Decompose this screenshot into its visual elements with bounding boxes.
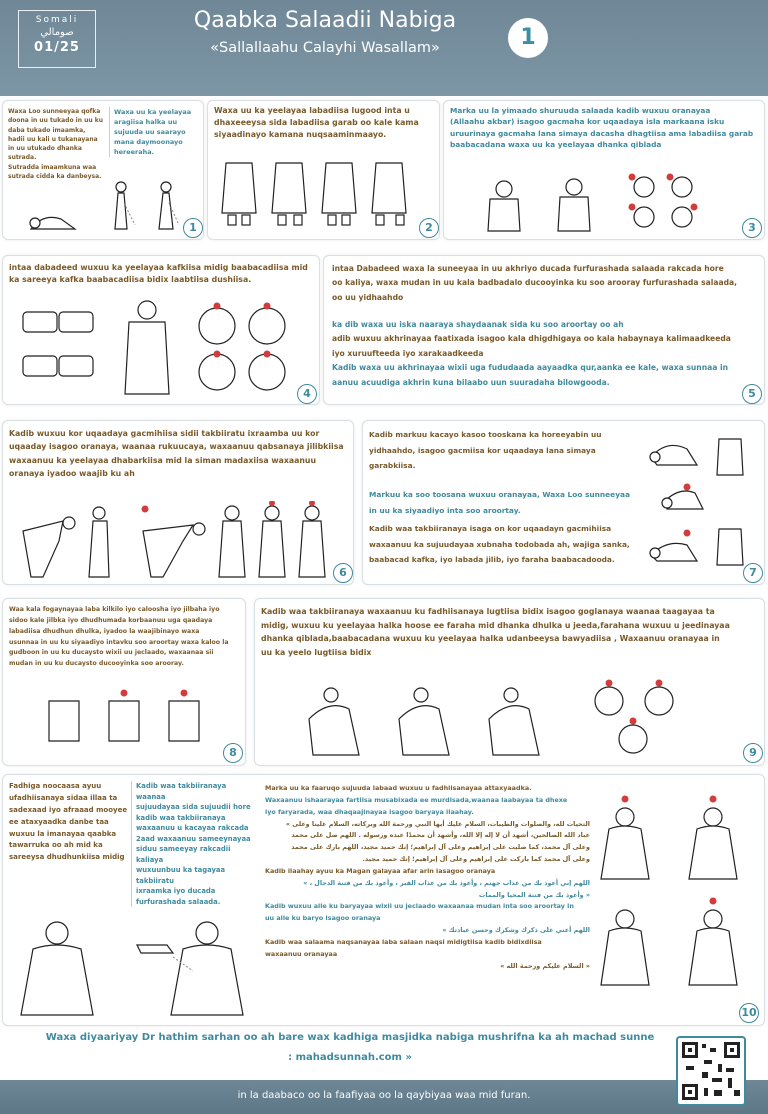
arabic-salam: « السلام عليكم ورحمة الله » (500, 961, 590, 970)
page-counter: 01/25 (34, 40, 80, 55)
step-panel-10 (2, 774, 765, 1026)
step-10-number: 10 (739, 1003, 759, 1023)
step-6-illustration (13, 501, 343, 581)
step-5-number: 5 (742, 384, 762, 404)
step-panel-4 (2, 255, 320, 405)
step-3-text: Marka uu la yimaado shuruuda salaada kadib wuxuu oranayaa (Allaahu akbar) isagoo gacmaha kor uqaadaya isla markaana isku uruurinaya gacmaha lana simaya dacasha dhagtiisa ama labadiisa garab baabacadana waxa uu ka yeelayaa dhanka qiblada (450, 106, 754, 150)
page-title: Qaabka Salaadii Nabiga (193, 8, 457, 33)
step-1-text-b: Waxa uu ka yeelayaa aragiisa halka uu sujuuda uu saarayo mana daymoonayo hereeraha. (109, 107, 203, 157)
step-7-illustration (647, 429, 761, 579)
step-7-number: 7 (743, 563, 763, 583)
qr-code-icon[interactable] (676, 1036, 746, 1106)
step-1-number: 1 (183, 218, 203, 238)
step-6-number: 6 (333, 563, 353, 583)
step-7-text-c: Kadib waa takbiiranaya isaga on kor uqaadayn gacmihiisa waxaanuu ka sujuudayaa xubnaha todobada ah, wajiga sanka, baabacad kafka, iyo labada jilib, iyo faraha baabacadooda. (369, 524, 630, 565)
step-9-text: Kadib waa takbiiranaya waxaanuu ku fadhiisanaya lugtiisa bidix isagoo goglanaya waanaa taagayaa ta midig, wuxuu ku yeelayaa halka hoose ee faraha mid dhanka dhulka u jeeda,farahana wuxuu u jeedinayaa dhanka qiblada,baabacadana wuxuu ku yeelayaa halka udanbeeysa bawyadiisa , Waxaanuu oranayaa in uu ka yeelo lugtiisa bidix (261, 607, 730, 657)
step-10-text-c: Marka uu ka faaruqo sujuuda labaad wuxuu u fadhiisanayaa attaxyaadka. Waxaanuu ishaarayaa fartiisa musabixada ee murdisada,waanaa laabayaa ta dhexe iyo faryarada, waa dhaqaajinayaa isagoo baryaya ilaahay. التحيات لله، والصلوات والطيبات، السلام عليك أيها النبي ورحمة الله وبركاته، السلام علينا وعلى » عباد الله الصالحين، أشهد أن لا إله إلا الله، وأشهد أن محمدًا عبده ورسوله . اللهم صل على محمد وعلى آل محمد، كما صليت على إبراهيم وعلى آل إبراهيم؛ إنك حميد مجيد، اللهم بارك على محمد وعلى آل محمد كما باركت على إبراهيم وعلى آل إبراهيم؛ إنك حميد مجيد. Kadib ilaahay ayuu ka Magan galayaa afar arin iasagoo oranaya اللهم إني أعوذ بك من عذاب جهنم ، وأعوذ بك من عذاب القبر ، وأعوذ بك من فتنة الدجال ، » « وأعوذ بك من فتنة المحيا والممات Kadib wuxuu alle ku baryayaa wixii uu jeclaado waxaanaa mudan inta soo aroortay in uu alle ku baryo Isagoo oranaya اللهم أعني على ذكرك وشكرك وحسن عبادتك » Kadib waa salaama naqsanayaa laba salaan naqsi midigtiisa kadib bidixdiisa waxaanuu oranayaa « السلام عليكم ورحمة الله » (265, 783, 590, 973)
step-1-illustration (23, 173, 193, 237)
step-3-number: 3 (742, 218, 762, 238)
arabic-tashahhud: التحيات لله، والصلوات والطيبات، السلام عليك أيها النبي ورحمة الله وبركاته، السلام علينا وعلى » عباد الله الصالحين، أشهد أن لا إله إلا الله، وأشهد أن محمدًا عبده ورسوله . اللهم صل على محمد وعلى آل محمد، كما صليت على إبراهيم وعلى آل إبراهيم؛ إنك حميد مجيد، اللهم بارك على محمد وعلى آل محمد كما باركت على إبراهيم وعلى آل إبراهيم؛ إنك حميد مجيد. (285, 819, 590, 864)
step-2-number: 2 (419, 218, 439, 238)
step-panel-1 (2, 100, 204, 240)
page-subtitle: «Sallallaahu Calayhi Wasallam» (210, 40, 440, 56)
step-10-text-a: Fadhiga noocaasa ayuu ufadhiisanaya sidaa illaa ta sadexaad iyo afraaad mooyee ee ataxyaadka danbe taa wuxuu la imanayaa qaabka tawarruka oo ah mid ka sareeysa dhudhunkiisa midig (9, 782, 128, 862)
step-4-text: intaa dabadeed wuxuu ka yeelayaa kafkiisa midig baabacadiisa mid ka sareeya kafka baabacadiisa bidix laabtiisa dushiisa. (9, 263, 308, 285)
language-badge (18, 10, 96, 68)
step-4-number: 4 (297, 384, 317, 404)
step-8-text: Waa kala fogaynayaa laba kilkilo iyo caloosha iyo jilbaha iyo sidoo kale jilbka iyo dhudhumada korbaanuu uga qaadaya labadiisa dhudhun dhulka, iyadoo la waajibinayo waxa usunnaa in uu ku siyaadiyo intavku soo aroortay waxa kaloo la gudboon in uu ku ducaysto wixii uu jeclaado, waxaanaa sii mudan in uu ku ducaysto ducooyinka soo arooray. (9, 606, 229, 668)
step-panel-2 (207, 100, 440, 240)
footer-credit: Waxa diyaariyay Dr hathim sarhan oo ah bare wax kadhiga masjidka nabiga mushrifna ka ah machad sunne (45, 1032, 655, 1043)
step-2-text: Waxa uu ka yeelayaa labadiisa lugood inta u dhaxeeeysa sida labadiisa garab oo kale kama siyaadinayo kamana nuqsaaminmaayo. (214, 106, 419, 140)
sheet-number-badge: 1 (508, 18, 548, 58)
arabic-refuge: اللهم إني أعوذ بك من عذاب جهنم ، وأعوذ بك من عذاب القبر ، وأعوذ بك من فتنة الدجال ، » « وأعوذ بك من فتنة المحيا والممات (303, 878, 590, 899)
step-9-illustration (299, 679, 719, 763)
step-10-illustration-left (17, 905, 257, 1023)
step-10-text-b: Kadib waa takbiiranaya waanaa sujuudayaa sida sujuudii hore kadib waa takbiiranaya waxaanuu u kacayaa rakcada 2aad waxaanuu sameeynayaa siduu sameeyay rakcadii kaliaya wuxuunbuu ka tagayaa takbiiratu ixraamka iyo ducada furfurashada salaada. (131, 781, 256, 907)
step-3-illustration (484, 169, 734, 237)
step-2-illustration (216, 153, 416, 233)
footer-note: in la daabaco oo la faafiyaa oo la qaybiyaa waa mid furan. (237, 1090, 531, 1101)
step-panel-7 (362, 420, 765, 585)
step-8-illustration (39, 685, 209, 755)
step-4-illustration (17, 298, 307, 398)
step-panel-3 (443, 100, 765, 240)
language-label: Somali (35, 15, 79, 25)
step-5-text-b: ka dib waxa uu iska naaraya shaydaanak sida ku soo aroortay oo ah adib wuxuu akhrinayaa faatixada isagoo kala dhigdhigaya oo kala habaynaya kalimaadkeeda iyo xuruufteeda iyo xarakaadkeeda Kadib waxa uu akhrinayaa wixii uga fududaada aayaadka qur,aanka ee kale, waxa sunnaa in aanuu acuudiga akhrin kuna bilaabo uun suuradaha bilowgooda. (332, 320, 731, 387)
step-6-text: Kadib wuxuu kor uqaadaya gacmihiisa sidii takbiiratu ixraamba uu kor uqaaday isagoo oranaya, waanaa rukuucaya, waxaanuu qabsanaya jilibkiisa waxaanuu ka yeelayaa dhabarkiisa mid la siman madaxiisa waxaanuu oranaya iyadoo waajib ku ah (9, 429, 344, 478)
footer-site-link[interactable]: : mahadsunnah.com » (288, 1052, 412, 1063)
step-1-text-a: Waxa Loo sunneeyaa qofka doona in uu tukado in uu ku daba tukado imaamka, hadii uu kali u tukanayana in uu utukado dhanka sutrada. Sutradda imaamkuna waa sutrada cidda ka danbeysa. (8, 108, 103, 181)
arabic-dua: اللهم أعني على ذكرك وشكرك وحسن عبادتك » (442, 926, 590, 935)
step-panel-9 (254, 598, 765, 766)
step-5-text-a: intaa Dabadeed waxa la suneeyaa in uu akhriyo ducada furfurashada salaada rakcada hore oo kaliya, waxa mudan in uu kala badbadalo ducooyinka ku soo arooray furfurashada salaada, oo uu yidhaahdo (332, 264, 738, 302)
step-panel-6 (2, 420, 354, 585)
step-8-number: 8 (223, 743, 243, 763)
step-10-illustration-right (595, 789, 755, 999)
step-7-text-b: Markuu ka soo toosana wuxuu oranayaa, Waxa Loo sunneeyaa in uu ka siyaadiyo inta soo aroortay. (369, 490, 630, 515)
step-panel-8 (2, 598, 246, 766)
step-panel-5 (323, 255, 765, 405)
step-7-text-a: Kadib markuu kacayo kasoo tooskana ka horeeyabin uu yidhaahdo, isagoo gacmiisa kor uqaadaya lana simaya garabkiisa. (369, 430, 602, 471)
language-label-arabic: صومالي (40, 27, 74, 38)
step-9-number: 9 (743, 743, 763, 763)
